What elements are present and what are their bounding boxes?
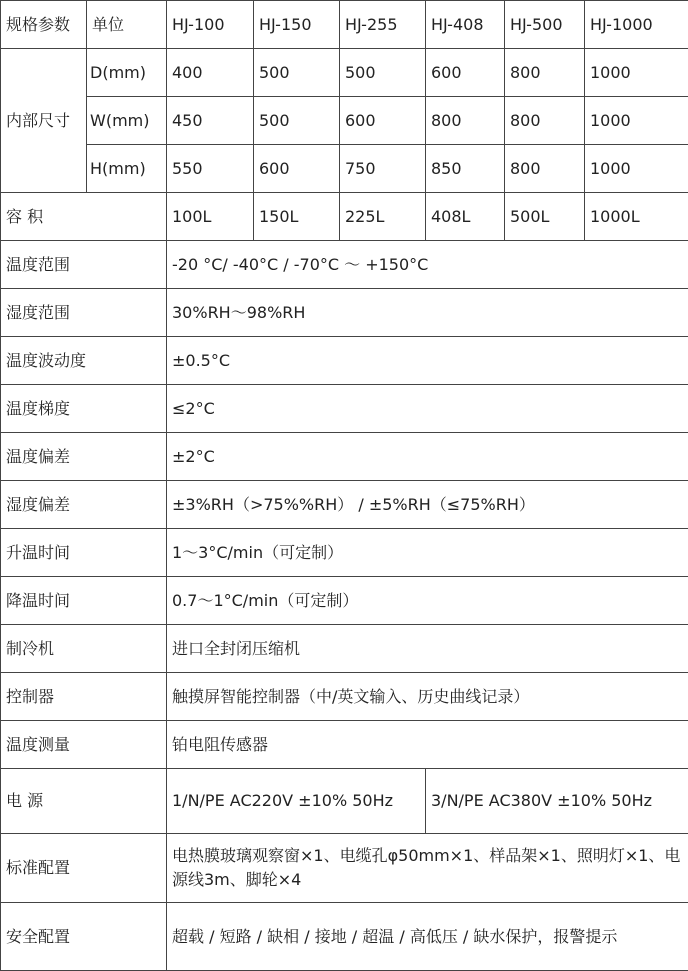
table-cell: 550 (167, 145, 254, 193)
table-cell: 500L (505, 193, 585, 241)
safety-config-value: 超载 / 短路 / 缺相 / 接地 / 超温 / 高低压 / 缺水保护，报警提示 (167, 903, 688, 971)
table-cell: 100L (167, 193, 254, 241)
table-cell: 600 (426, 49, 505, 97)
table-cell: 225L (340, 193, 426, 241)
header-label: 规格参数 (1, 1, 87, 49)
spec-value: 1～3°C/min（可定制） (167, 529, 688, 577)
spec-label: 湿度偏差 (1, 481, 167, 529)
spec-row (1, 625, 688, 673)
table-cell: 1000 (585, 49, 688, 97)
table-cell: 450 (167, 97, 254, 145)
header-unit: 单位 (87, 1, 167, 49)
spec-label: 温度偏差 (1, 433, 167, 481)
spec-row (1, 721, 688, 769)
header-row (1, 1, 688, 49)
spec-row (1, 289, 688, 337)
dimension-unit: W(mm) (87, 97, 167, 145)
model-header: HJ-500 (505, 1, 585, 49)
spec-label: 温度梯度 (1, 385, 167, 433)
standard-config-value: 电热膜玻璃观察窗×1、电缆孔φ50mm×1、样品架×1、照明灯×1、电源线3m、脚轮×4 (167, 834, 688, 903)
table-cell: 850 (426, 145, 505, 193)
spec-label: 制冷机 (1, 625, 167, 673)
spec-label: 温度测量 (1, 721, 167, 769)
spec-label: 湿度范围 (1, 289, 167, 337)
spec-label: 控制器 (1, 673, 167, 721)
internal-size-label: 内部尺寸 (1, 49, 87, 193)
table-cell: 800 (426, 97, 505, 145)
spec-value: 0.7～1°C/min（可定制） (167, 577, 688, 625)
model-header: HJ-408 (426, 1, 505, 49)
volume-label: 容 积 (1, 193, 167, 241)
spec-value: -20 °C/ -40°C / -70°C ～ +150°C (167, 241, 688, 289)
table-cell: 1000L (585, 193, 688, 241)
spec-value: 触摸屏智能控制器（中/英文输入、历史曲线记录） (167, 673, 688, 721)
dimension-unit: D(mm) (87, 49, 167, 97)
volume-row (1, 193, 688, 241)
spec-label: 降温时间 (1, 577, 167, 625)
spec-row (1, 241, 688, 289)
table-row (1, 145, 688, 193)
table-cell: 600 (254, 145, 340, 193)
spec-row (1, 673, 688, 721)
spec-value: 进口全封闭压缩机 (167, 625, 688, 673)
spec-value: ≤2°C (167, 385, 688, 433)
table-cell: 500 (254, 49, 340, 97)
spec-row (1, 337, 688, 385)
spec-value: ±2°C (167, 433, 688, 481)
spec-label: 升温时间 (1, 529, 167, 577)
power-label: 电 源 (1, 769, 167, 834)
spec-label: 温度波动度 (1, 337, 167, 385)
power-three-phase: 3/N/PE AC380V ±10% 50Hz (426, 769, 688, 834)
table-cell: 500 (254, 97, 340, 145)
dimension-unit: H(mm) (87, 145, 167, 193)
table-cell: 800 (505, 49, 585, 97)
table-cell: 408L (426, 193, 505, 241)
table-cell: 600 (340, 97, 426, 145)
table-cell: 1000 (585, 145, 688, 193)
table-cell: 800 (505, 145, 585, 193)
spec-row (1, 529, 688, 577)
spec-row (1, 481, 688, 529)
power-row (1, 769, 688, 834)
model-header: HJ-255 (340, 1, 426, 49)
spec-value: 30%RH～98%RH (167, 289, 688, 337)
spec-value: 铂电阻传感器 (167, 721, 688, 769)
table-cell: 750 (340, 145, 426, 193)
spec-value: ±0.5°C (167, 337, 688, 385)
power-single-phase: 1/N/PE AC220V ±10% 50Hz (167, 769, 426, 834)
table-row (1, 97, 688, 145)
table-cell: 800 (505, 97, 585, 145)
standard-config-label: 标准配置 (1, 834, 167, 903)
model-header: HJ-1000 (585, 1, 688, 49)
spec-row (1, 433, 688, 481)
safety-config-label: 安全配置 (1, 903, 167, 971)
standard-config-row (1, 834, 688, 903)
model-header: HJ-150 (254, 1, 340, 49)
spec-label: 温度范围 (1, 241, 167, 289)
table-cell: 150L (254, 193, 340, 241)
table-cell: 500 (340, 49, 426, 97)
table-row (1, 49, 688, 97)
spec-row (1, 385, 688, 433)
table-cell: 1000 (585, 97, 688, 145)
safety-config-row (1, 903, 688, 971)
model-header: HJ-100 (167, 1, 254, 49)
spec-row (1, 577, 688, 625)
spec-value: ±3%RH（>75%%RH） / ±5%RH（≤75%RH） (167, 481, 688, 529)
table-cell: 400 (167, 49, 254, 97)
